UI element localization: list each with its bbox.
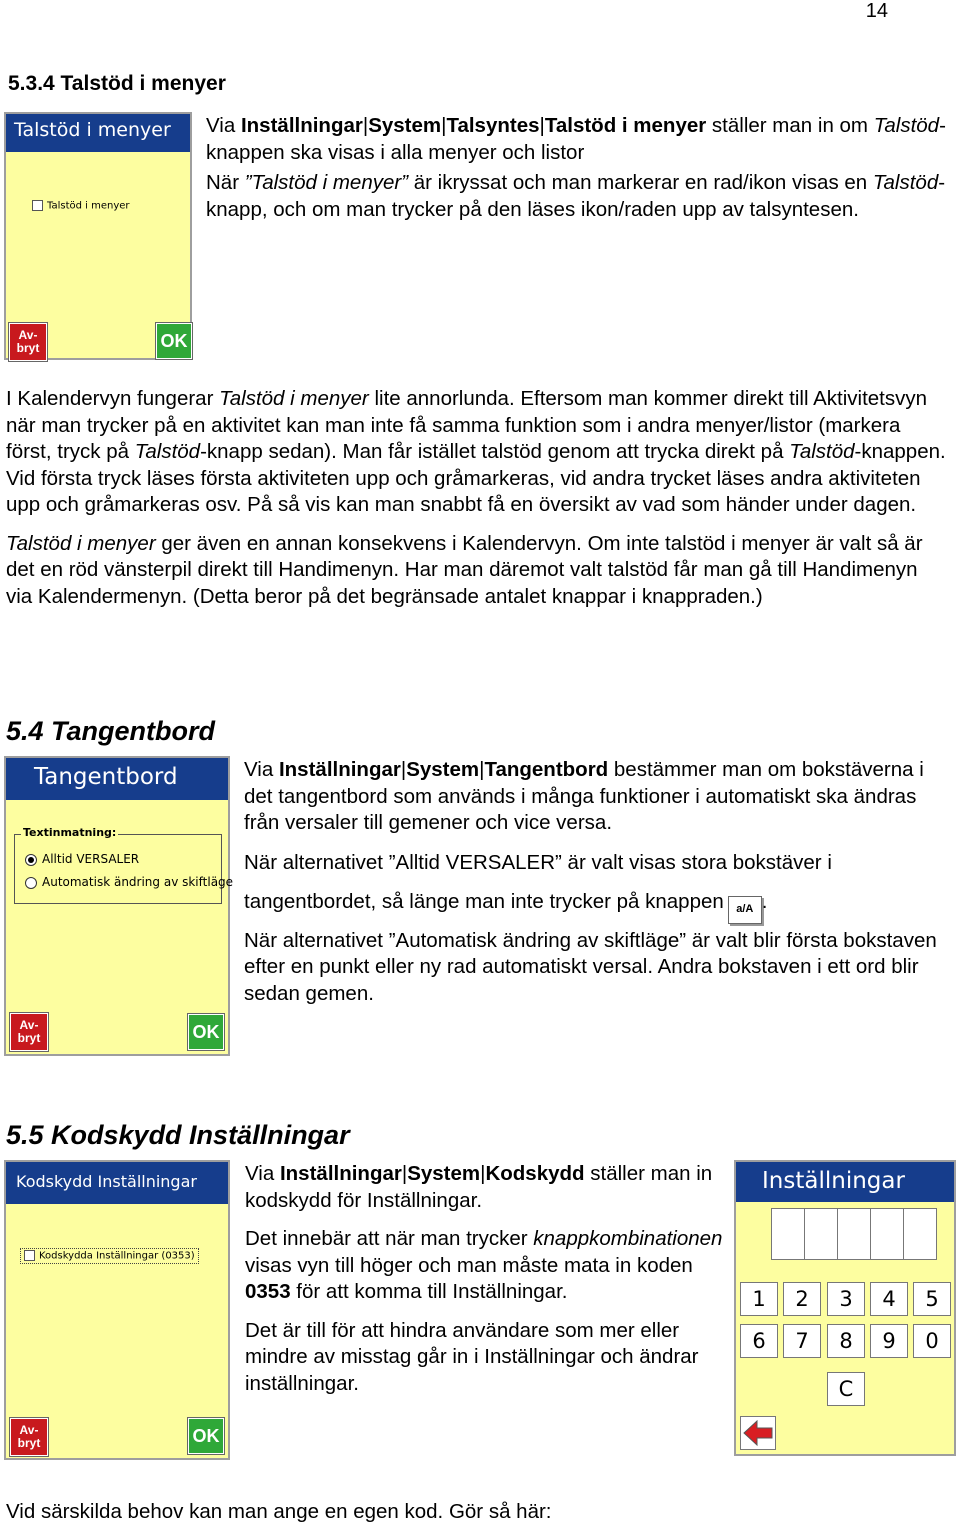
option-alltid-versaler[interactable] <box>25 852 139 866</box>
kodskydd-paragraph-2: Det innebär att när man trycker knappkombinationen visas vyn till höger och man måste mata in koden 0353 för att komma till Inställningar. <box>245 1227 723 1303</box>
cancel-label-1: Av- <box>19 1423 39 1437</box>
screenshot-kodskydd-settings <box>4 1160 230 1460</box>
cancel-button[interactable] <box>10 1418 48 1456</box>
screen-title: Talstöd i menyer <box>14 119 171 141</box>
ok-label: OK <box>160 330 188 351</box>
pin-key-5[interactable]: 5 <box>913 1282 951 1316</box>
screenshot-talstod-settings <box>4 112 192 360</box>
talstod-paragraph-2: När ”Talstöd i menyer” är ikryssat och man markerar en rad/ikon visas en Talstöd-knapp, och om man trycker på den läses ikon/raden upp av talsyntesen. <box>206 171 946 221</box>
screen-title-bar <box>6 1162 228 1204</box>
tangentbord-text <box>244 757 944 1019</box>
cancel-button[interactable] <box>9 323 47 361</box>
radio-selected-icon[interactable] <box>25 854 37 866</box>
checkbox-label: Kodskydda Inställningar (0353) <box>39 1250 195 1262</box>
pin-key-8[interactable]: 8 <box>827 1324 865 1358</box>
tangentbord-paragraph-2: När alternativet ”Alltid VERSALER” är valt visas stora bokstäver i tangentbordet, så länge man inte trycker på knappen a/A . <box>244 843 944 924</box>
screenshot-pin-entry <box>734 1160 956 1456</box>
cancel-label-1: Av- <box>19 1018 39 1032</box>
talstod-body-text <box>6 386 946 622</box>
option-label: Automatisk ändring av skiftläge <box>42 875 234 889</box>
pin-digit-box-2 <box>804 1208 838 1260</box>
pin-digit-box-4 <box>870 1208 904 1260</box>
kodskydd-text <box>245 1161 725 1409</box>
screen-title: Tangentbord <box>34 764 178 790</box>
ok-button[interactable] <box>188 1418 224 1454</box>
pin-clear-key[interactable]: C <box>827 1372 865 1406</box>
pin-digit-box-5 <box>903 1208 937 1260</box>
ok-label: OK <box>192 1021 220 1042</box>
pin-key-6[interactable]: 6 <box>740 1324 778 1358</box>
tangentbord-paragraph-1: Via Inställningar|System|Tangentbord bestämmer man om bokstäverna i det tangentbord som används i många funktioner i automatiskt ska ändras från versaler till gemener och vice versa. <box>244 758 924 834</box>
option-automatisk-andring[interactable] <box>25 875 233 889</box>
pin-key-0[interactable]: 0 <box>913 1324 951 1358</box>
checkbox-label: Talstöd i menyer <box>47 200 130 212</box>
kodskydd-checkbox-row[interactable] <box>20 1248 199 1264</box>
cancel-label-2: bryt <box>17 1436 41 1450</box>
pin-screen-title: Inställningar <box>762 1168 905 1194</box>
talstod-intro-text <box>206 113 956 235</box>
ok-label: OK <box>192 1425 220 1446</box>
back-arrow-button[interactable] <box>740 1416 776 1450</box>
pin-key-9[interactable]: 9 <box>870 1324 908 1358</box>
pin-key-7[interactable]: 7 <box>783 1324 821 1358</box>
section-heading-kodskydd: 5.5 Kodskydd Inställningar <box>6 1120 350 1150</box>
kodskydd-paragraph-3: Det är till för att hindra användare som mer eller mindre av misstag går in i Inställningar och ändrar inställningar. <box>245 1318 699 1395</box>
footer-text: Vid särskilda behov kan man ange en egen kod. Gör så här: <box>6 1500 552 1523</box>
option-label: Alltid VERSALER <box>42 852 140 866</box>
case-toggle-key-icon: a/A <box>728 896 762 924</box>
ok-button[interactable] <box>156 323 192 359</box>
talstod-checkbox-row[interactable] <box>32 200 130 212</box>
kodskydd-paragraph-1: Via Inställningar|System|Kodskydd ställer man in kodskydd för Inställningar. <box>245 1162 713 1212</box>
text-input-group <box>14 826 234 904</box>
section-heading-talstod: 5.3.4 Talstöd i menyer <box>8 72 226 95</box>
screen-title-bar <box>6 114 190 152</box>
group-label: Textinmatning: <box>23 826 117 839</box>
section-heading-tangentbord: 5.4 Tangentbord <box>6 716 216 746</box>
page-number: 14 <box>865 0 888 22</box>
pin-key-2[interactable]: 2 <box>783 1282 821 1316</box>
talstod-paragraph-3: I Kalendervyn fungerar Talstöd i menyer lite annorlunda. Eftersom man kommer direkt till Aktivitetsvyn när man trycker på en aktivitet kan man inte få samma funktion som i andra menyer/listor (markera först, tryck på Talstöd-knapp sedan). Man får istället talstöd genom att trycka direkt på Talstöd-knappen. Vid första tryck läses första aktiviteten upp och gråmarkeras, vid andra trycket läses andra aktiviteten upp och gråmarkeras osv. På så vis kan man snabbt få en översikt av vad som händer under dagen. <box>6 387 946 516</box>
pin-key-3[interactable]: 3 <box>827 1282 865 1316</box>
red-left-arrow-icon <box>741 1417 775 1449</box>
radio-unselected-icon[interactable] <box>25 877 37 889</box>
pin-key-1[interactable]: 1 <box>740 1282 778 1316</box>
talstod-paragraph-1: Via Inställningar|System|Talsyntes|Talstöd i menyer ställer man in om Talstöd-knappen ska visas i alla menyer och listor <box>206 114 946 164</box>
cancel-label-1: Av- <box>18 328 38 342</box>
checkbox-icon[interactable] <box>32 200 43 211</box>
cancel-label-2: bryt <box>16 341 40 355</box>
tangentbord-paragraph-3: När alternativet ”Automatisk ändring av skiftläge” är valt blir första bokstaven efter en punkt eller ny rad automatiskt versal. Andra bokstaven i ett ord blir sedan gemen. <box>244 928 937 1005</box>
talstod-paragraph-4: Talstöd i menyer ger även en annan konsekvens i Kalendervyn. Om inte talstöd i menyer är valt så är det en röd vänsterpil direkt till Handimenyn. Har man däremot valt talstöd får man gå till Handimenyn via Kalendermenyn. (Detta beror på det begränsade antalet knappar i knappraden.) <box>6 531 923 608</box>
pin-screen-title-bar <box>736 1162 954 1202</box>
screen-title: Kodskydd Inställningar <box>16 1172 197 1191</box>
pin-key-4[interactable]: 4 <box>870 1282 908 1316</box>
pin-digit-box-3 <box>837 1208 871 1260</box>
screenshot-tangentbord-settings <box>4 756 234 1056</box>
cancel-button[interactable] <box>10 1013 48 1051</box>
ok-button[interactable] <box>188 1014 224 1050</box>
cancel-label-2: bryt <box>17 1031 41 1045</box>
screen-title-bar <box>6 758 228 800</box>
pin-digit-box-1 <box>771 1208 805 1260</box>
checkbox-icon[interactable] <box>24 1250 35 1261</box>
